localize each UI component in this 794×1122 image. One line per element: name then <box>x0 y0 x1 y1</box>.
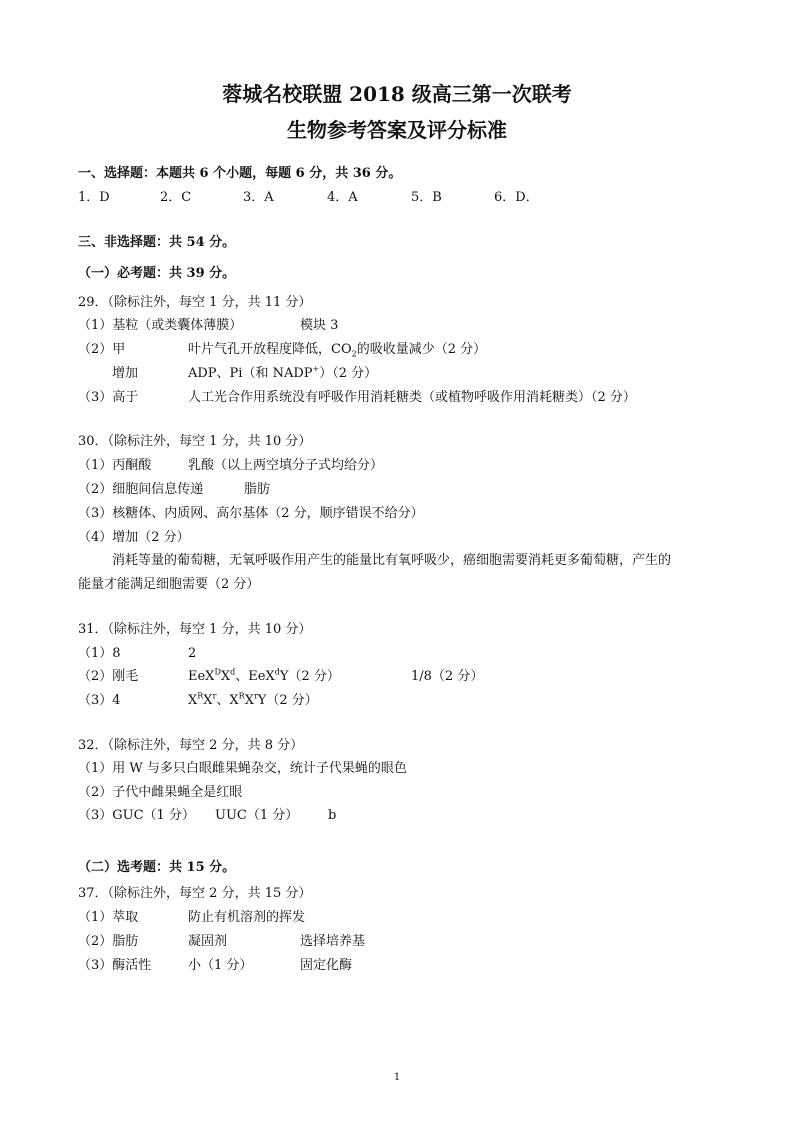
q37-3-answer: （3）酶活性 <box>78 958 152 973</box>
q31-2-genotype: $EeX^DX^d$、EeX$^d$Y（2 分） <box>188 667 340 684</box>
q30-4-explanation: 消耗等量的葡萄糖，无氧呼吸作用产生的能量比有氧呼吸少，癌细胞需要消耗更多葡萄糖，产生的 <box>112 553 672 568</box>
page-number: 1 <box>393 1072 401 1083</box>
q29-2-answer: （2）甲 <box>78 342 126 357</box>
q32-3-answer-b: UUC（1 分） <box>215 808 299 823</box>
q30-2-answer: （2）细胞间信息传递 <box>78 482 204 497</box>
q29-2-answer-c: 增加 <box>112 366 139 381</box>
q31-3-answer: （3）4 <box>78 693 121 708</box>
q37-2-answer: （2）脂肪 <box>78 934 139 949</box>
mc-answer-6: 6．D． <box>494 190 539 205</box>
document-subtitle: 生物参考答案及评分标准 <box>287 118 507 142</box>
q30-1-answer: （1）丙酮酸 <box>78 458 152 473</box>
q31-3-genotype: $X^RX^r$、$X^RX^rY(2$ 分） <box>188 691 318 708</box>
q37-3-answer-b: 小（1 分） <box>188 958 253 973</box>
q30-4-explanation-cont: 能量才能满足细胞需要（2 分） <box>78 577 260 592</box>
q29-2-answer-d: ADP、Pi（和 NADP+）（2 分） <box>188 364 378 381</box>
q32-heading: 32．（除标注外，每空 2 分，共 8 分） <box>78 738 304 753</box>
q30-4-answer: （4）增加（2 分） <box>78 530 190 545</box>
q37-heading: 37．（除标注外，每空 2 分，共 15 分） <box>78 886 312 901</box>
q32-1-answer: （1）用 W 与多只白眼雌果蝇杂交，统计子代果蝇的眼色 <box>78 761 407 776</box>
q29-1-answer: （1）基粒（或类囊体薄膜） <box>78 318 243 333</box>
q29-2-answer-b: 叶片气孔开放程度降低，$CO_2$的吸收量减少（2 分） <box>188 342 487 359</box>
q29-heading: 29．（除标注外，每空 1 分，共 11 分） <box>78 295 312 310</box>
q37-1-answer-b: 防止有机溶剂的挥发 <box>188 910 306 925</box>
q30-1-answer-b: 乳酸（以上两空填分子式均给分） <box>188 458 384 473</box>
optional-heading: （二）选考题：共 15 分。 <box>78 860 236 875</box>
mc-answer-2: 2．C <box>160 190 192 205</box>
document-title: 蓉城名校联盟 2018 级高三第一次联考 <box>222 82 572 106</box>
section3-heading: 三、非选择题：共 54 分。 <box>78 235 236 250</box>
q37-2-answer-c: 选择培养基 <box>300 934 366 949</box>
mc-answer-3: 3．A <box>243 190 274 205</box>
q31-1-answer: （1）8 <box>78 646 121 661</box>
q30-2-answer-b: 脂肪 <box>244 482 271 497</box>
q37-2-answer-b: 凝固剂 <box>188 934 228 949</box>
q30-3-answer: （3）核糖体、内质网、高尔基体（2 分，顺序错误不给分） <box>78 506 424 521</box>
q31-heading: 31．（除标注外，每空 1 分，共 10 分） <box>78 622 312 637</box>
q29-3-answer-b: 人工光合作用系统没有呼吸作用消耗糖类（或植物呼吸作用消耗糖类）（2 分） <box>188 390 636 405</box>
q31-2-ratio: 1/8（2 分） <box>411 669 484 684</box>
q31-1-answer-b: 2 <box>188 646 197 661</box>
mc-answer-1: 1．D <box>78 190 110 205</box>
q29-1-answer-b: 模块 3 <box>300 318 339 333</box>
q37-3-answer-c: 固定化酶 <box>300 958 353 973</box>
q30-heading: 30．（除标注外，每空 1 分，共 10 分） <box>78 434 312 449</box>
q32-3-answer-c: b <box>328 808 337 823</box>
q37-1-answer: （1）萃取 <box>78 910 139 925</box>
q31-2-answer: （2）刚毛 <box>78 669 139 684</box>
mc-answer-4: 4．A <box>327 190 358 205</box>
q29-3-answer: （3）高于 <box>78 390 139 405</box>
required-heading: （一）必考题：共 39 分。 <box>78 266 236 281</box>
q32-2-answer: （2）子代中雌果蝇全是红眼 <box>78 785 243 800</box>
q32-3-answer: （3）GUC（1 分） <box>78 808 195 823</box>
section1-heading: 一、选择题：本题共 6 个小题，每题 6 分，共 36 分。 <box>78 166 402 181</box>
mc-answer-5: 5．B <box>411 190 442 205</box>
